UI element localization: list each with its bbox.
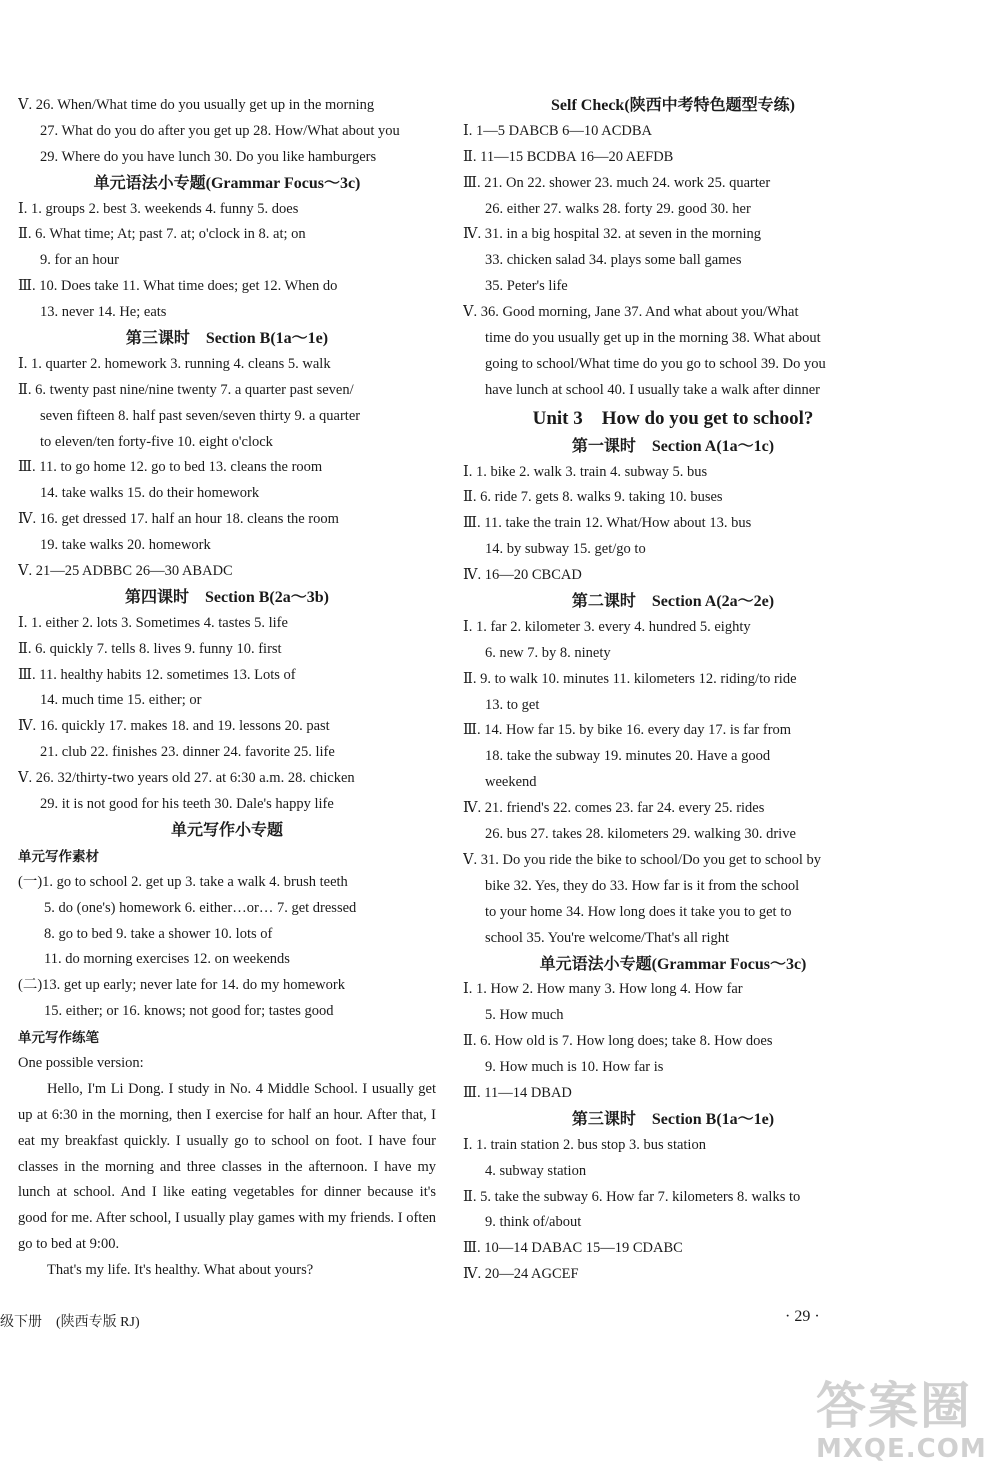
- sample-essay-ending: That's my life. It's healthy. What about yours?: [47, 1262, 314, 1279]
- answer-line: 26. bus 27. takes 28. kilometers 29. walking 30. drive: [485, 826, 796, 843]
- section-heading: 第二课时 Section A(2a～2e): [571, 593, 775, 611]
- answer-line: bike 32. Yes, they do 33. How far is it from the school: [485, 877, 800, 894]
- answer-line: Ⅰ. 1. bike 2. walk 3. train 4. subway 5. bus: [463, 463, 708, 480]
- answer-line: Ⅱ. 9. to walk 10. minutes 11. kilometers 12. riding/to ride: [463, 670, 797, 687]
- subsection-label: 单元写作素材: [18, 848, 99, 864]
- answer-line: Ⅱ. 6. How old is 7. How long does; take 8. How does: [463, 1033, 773, 1050]
- answer-line: to your home 34. How long does it take you to get to: [485, 903, 792, 920]
- answer-line: Ⅴ. 31. Do you ride the bike to school/Do you get to school by: [463, 851, 822, 868]
- left-column: [18, 93, 436, 1284]
- answer-line: Ⅰ. 1. groups 2. best 3. weekends 4. funny 5. does: [18, 200, 299, 217]
- section-heading: 第一课时 Section A(1a～1c): [571, 437, 775, 455]
- answer-line: time do you usually get up in the morning 38. What about: [485, 330, 821, 347]
- section-heading: 第三课时 Section B(1a～1e): [571, 1110, 775, 1128]
- answer-line: 27. What do you do after you get up 28. How/What about you: [40, 122, 400, 139]
- answer-line: 5. do (one's) homework 6. either…or… 7. get dressed: [44, 899, 357, 916]
- answer-line: 33. chicken salad 34. plays some ball games: [485, 252, 742, 269]
- answer-line: going to school/What time do you go to school 39. Do you: [485, 355, 826, 372]
- answer-line: Ⅳ. 31. in a big hospital 32. at seven in the morning: [463, 226, 762, 243]
- answer-line: 15. either; or 16. knows; not good for; tastes good: [44, 1003, 334, 1020]
- section-heading: Self Check(陕西中考特色题型专练): [551, 97, 795, 114]
- answer-line: Ⅲ. 10—14 DABAC 15—19 CDABC: [463, 1240, 683, 1257]
- answer-line: Ⅱ. 6. twenty past nine/nine twenty 7. a quarter past seven/: [18, 381, 354, 398]
- answer-line: Ⅱ. 5. take the subway 6. How far 7. kilometers 8. walks to: [463, 1188, 801, 1205]
- answer-line: 19. take walks 20. homework: [40, 537, 211, 554]
- answer-line: 9. for an hour: [40, 252, 119, 269]
- answer-line: seven fifteen 8. half past seven/seven thirty 9. a quarter: [40, 407, 361, 424]
- answer-line: 5. How much: [485, 1007, 564, 1024]
- section-heading: 单元语法小专题(Grammar Focus～3c): [93, 174, 361, 192]
- footer-page-number: · 29 ·: [785, 1308, 820, 1325]
- answer-line: 14. by subway 15. get/go to: [485, 541, 646, 558]
- answer-line: Ⅲ. 10. Does take 11. What time does; get 12. When do: [18, 278, 338, 295]
- answer-line: 13. to get: [485, 696, 540, 713]
- answer-line: 14. take walks 15. do their homework: [40, 485, 260, 502]
- answer-line: 4. subway station: [485, 1162, 587, 1179]
- answer-line: 14. much time 15. either; or: [40, 692, 202, 709]
- section-heading: 第四课时 Section B(2a～3b): [124, 588, 329, 606]
- answer-line: 29. Where do you have lunch 30. Do you like hamburgers: [40, 148, 377, 165]
- answer-line: to eleven/ten forty-five 10. eight o'clock: [40, 433, 273, 450]
- section-heading: 单元写作小专题: [170, 821, 283, 839]
- answer-line: Ⅰ. 1. either 2. lots 3. Sometimes 4. tastes 5. life: [18, 614, 288, 631]
- answer-line: Ⅱ. 6. quickly 7. tells 8. lives 9. funny 10. first: [18, 640, 282, 657]
- answer-line: 11. do morning exercises 12. on weekends: [44, 951, 290, 968]
- answer-line: 13. never 14. He; eats: [40, 304, 167, 321]
- answer-line: 35. Peter's life: [485, 278, 568, 295]
- answer-line: Ⅱ. 6. What time; At; past 7. at; o'clock in 8. at; on: [18, 226, 306, 243]
- answer-line: Ⅴ. 26. When/What time do you usually get up in the morning: [18, 97, 375, 113]
- section-heading: 第三课时 Section B(1a～1e): [125, 330, 329, 348]
- answer-line: Ⅰ. 1. How 2. How many 3. How long 4. How far: [463, 981, 743, 998]
- watermark-title: 答案圈: [816, 1377, 972, 1435]
- answer-line: 26. either 27. walks 28. forty 29. good 30. her: [485, 200, 751, 217]
- answer-line: Ⅳ. 21. friend's 22. comes 23. far 24. every 25. rides: [463, 800, 765, 817]
- answer-line: One possible version:: [18, 1054, 144, 1071]
- answer-line: 9. think of/about: [485, 1214, 582, 1231]
- footer-book-label: 级下册 (陕西专版 RJ): [0, 1315, 140, 1330]
- answer-line: 6. new 7. by 8. ninety: [485, 644, 611, 661]
- answer-line: 18. take the subway 19. minutes 20. Have a good: [485, 748, 771, 765]
- answer-line: Ⅰ. 1. train station 2. bus stop 3. bus station: [463, 1136, 706, 1153]
- answer-line: Ⅱ. 11—15 BCDBA 16—20 AEFDB: [463, 148, 674, 165]
- answer-line: (二)13. get up early; never late for 14. do my homework: [18, 977, 345, 994]
- answer-line: Ⅲ. 21. On 22. shower 23. much 24. work 25. quarter: [463, 174, 771, 191]
- subsection-label: 单元写作练笔: [18, 1030, 99, 1046]
- watermark-url: MXQE.COM: [816, 1434, 987, 1464]
- answer-line: Ⅰ. 1. far 2. kilometer 3. every 4. hundred 5. eighty: [463, 618, 751, 635]
- answer-line: 9. How much is 10. How far is: [485, 1059, 664, 1076]
- answer-line: Ⅰ. 1. quarter 2. homework 3. running 4. cleans 5. walk: [18, 355, 331, 372]
- answer-line: Ⅳ. 20—24 AGCEF: [463, 1266, 579, 1283]
- watermark-logo: [816, 1378, 996, 1468]
- answer-line: Ⅰ. 1—5 DABCB 6—10 ACDBA: [463, 122, 653, 139]
- answer-line: Ⅳ. 16—20 CBCAD: [463, 567, 582, 584]
- answer-line: have lunch at school 40. I usually take a walk after dinner: [485, 381, 820, 398]
- answer-line: Ⅳ. 16. quickly 17. makes 18. and 19. lessons 20. past: [18, 718, 330, 735]
- answer-line: Ⅳ. 16. get dressed 17. half an hour 18. cleans the room: [18, 511, 339, 528]
- answer-line: (一)1. go to school 2. get up 3. take a walk 4. brush teeth: [18, 873, 348, 890]
- answer-line: Ⅱ. 6. ride 7. gets 8. walks 9. taking 10. buses: [463, 489, 723, 506]
- answer-line: weekend: [485, 774, 537, 791]
- answer-line: 8. go to bed 9. take a shower 10. lots of: [44, 925, 273, 942]
- answer-line: Ⅴ. 21—25 ADBBC 26—30 ABADC: [18, 563, 233, 580]
- unit-title: Unit 3 How do you get to school?: [532, 407, 814, 429]
- section-heading: 单元语法小专题(Grammar Focus～3c): [539, 955, 807, 973]
- answer-line: 29. it is not good for his teeth 30. Dale's happy life: [40, 796, 334, 813]
- answer-line: Ⅴ. 36. Good morning, Jane 37. And what about you/What: [463, 304, 799, 321]
- right-column: [463, 93, 883, 1288]
- answer-line: Ⅲ. 11—14 DBAD: [463, 1084, 572, 1101]
- answer-line: Ⅴ. 26. 32/thirty-two years old 27. at 6:30 a.m. 28. chicken: [18, 770, 355, 787]
- answer-line: Ⅲ. 11. take the train 12. What/How about 13. bus: [463, 515, 752, 532]
- answer-line: 21. club 22. finishes 23. dinner 24. favorite 25. life: [40, 744, 335, 761]
- sample-essay: Hello, I'm Li Dong. I study in No. 4 Middle School. I usually get up at 6:30 in the morning, then I exercise for half an hour. After that, I eat my breakfast quickly. I usually go to school on foot. I have four classes in the morning and three classes in the afternoon. I have my lunch at school. And I like eating vegetables for dinner because it's good for me. After school, I usually play games with my friends. I often go to bed at 9:00.: [18, 1080, 436, 1253]
- answer-line: school 35. You're welcome/That's all right: [485, 929, 730, 946]
- answer-line: Ⅲ. 11. to go home 12. go to bed 13. cleans the room: [18, 459, 323, 476]
- answer-line: Ⅲ. 11. healthy habits 12. sometimes 13. Lots of: [18, 666, 296, 683]
- answer-line: Ⅲ. 14. How far 15. by bike 16. every day 17. is far from: [463, 722, 792, 739]
